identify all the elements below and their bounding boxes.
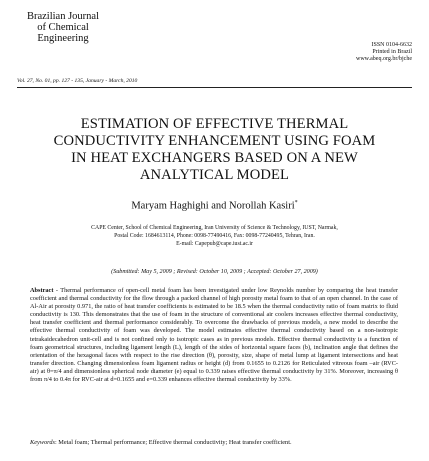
abstract-label: Abstract bbox=[30, 287, 54, 294]
affiliation-line: CAPE Center, School of Chemical Engineering, Iran University of Science & Technology, IUST, Narmak, bbox=[91, 225, 338, 231]
abstract-text: - Thermal performance of open-cell metal foam has been investigated under low Reynolds number by comparing the heat transfer coefficient and thermal conductivity for the flow through a packed channel of high porosity metal foam to that of an open channel. In the case of Al-Air at porosity 0.971, the ratio of heat transfer coefficients is estimated to be 18.5 when the thermal conductivity ratio of foam matrix to fluid conductivity is 130. This demonstrates that the use of foam in the structure of conventional air coolers increases effective thermal conductivity, heat transfer coefficient and thermal performance considerably. To overcome the drawbacks of previous models, a new model to describe the effective thermal conductivity of foam was developed. The model estimates effective thermal conductivity based on a non-isotropic tetrakaidecahedron unit-cell and is not confined only to isotropic cases as in previous models. Effective thermal conductivity is a function of foam geometrical structures, including ligament length (L), length of the sides of horizontal square faces (b), inclination angle that defines the orientation of the hexagonal faces with respect to the rise direction (θ), porosity, size, shape of metal lump at ligament intersections and heat transfer direction. Changing dimensionless foam ligament radius or height (d) from 0.1655 to 0.2126 for Reticulated vitreous foam –air (RVC-air) at θ=π/4 and dimensionless spherical node diameter (e) equal to 0.339 raises effective thermal conductivity by 31%. Moreover, increasing θ from π/4 to 0.4π for RVC-air at d=0.1655 and e=0.339 enhances effective thermal conductivity by 33%. bbox=[30, 287, 398, 384]
keywords-label: Keywords bbox=[30, 439, 55, 446]
authors bbox=[0, 200, 429, 212]
title-line: ANALYTICAL MODEL bbox=[139, 167, 290, 183]
title-line: IN HEAT EXCHANGERS BASED ON A NEW bbox=[71, 150, 358, 166]
keywords bbox=[30, 439, 398, 447]
header-rule bbox=[17, 87, 412, 88]
affiliation-line: Postal Code: 1684613114, Phone: 0098-77490416, Fax: 0098-77240495, Tehran, Iran. bbox=[114, 233, 315, 240]
author-names: Maryam Haghighi and Norollah Kasiri bbox=[131, 200, 295, 212]
printed-in: Printed in Brazil bbox=[372, 49, 412, 55]
volume-line: Vol. 27, No. 01, pp. 127 - 135, January - March, 2010 bbox=[17, 78, 138, 84]
journal-url: www.abeq.org.br/bjche bbox=[356, 56, 412, 62]
title-line: CONDUCTIVITY ENHANCEMENT USING FOAM bbox=[53, 133, 376, 149]
journal-name bbox=[22, 11, 104, 44]
corresponding-author-mark: * bbox=[294, 200, 298, 206]
journal-name-line: Engineering bbox=[37, 33, 89, 44]
issn: ISSN 0104-6632 bbox=[371, 42, 412, 48]
submission-dates: (Submitted: May 5, 2009 ; Revised: October 10, 2009 ; Accepted: October 27, 2009) bbox=[111, 269, 318, 275]
article-title bbox=[10, 116, 419, 184]
journal-name-line: Brazilian Journal bbox=[26, 11, 100, 22]
keywords-text: : Metal foam; Thermal performance; Effective thermal conductivity; Heat transfer coefficient. bbox=[54, 439, 292, 446]
abstract bbox=[30, 287, 398, 384]
journal-name-line: of Chemical bbox=[37, 22, 89, 33]
affiliation bbox=[0, 224, 429, 249]
affiliation-line: E-mail: Capepub@cape.iust.ac.ir bbox=[176, 241, 253, 248]
publication-info bbox=[356, 42, 412, 63]
title-line: ESTIMATION OF EFFECTIVE THERMAL bbox=[80, 116, 349, 132]
